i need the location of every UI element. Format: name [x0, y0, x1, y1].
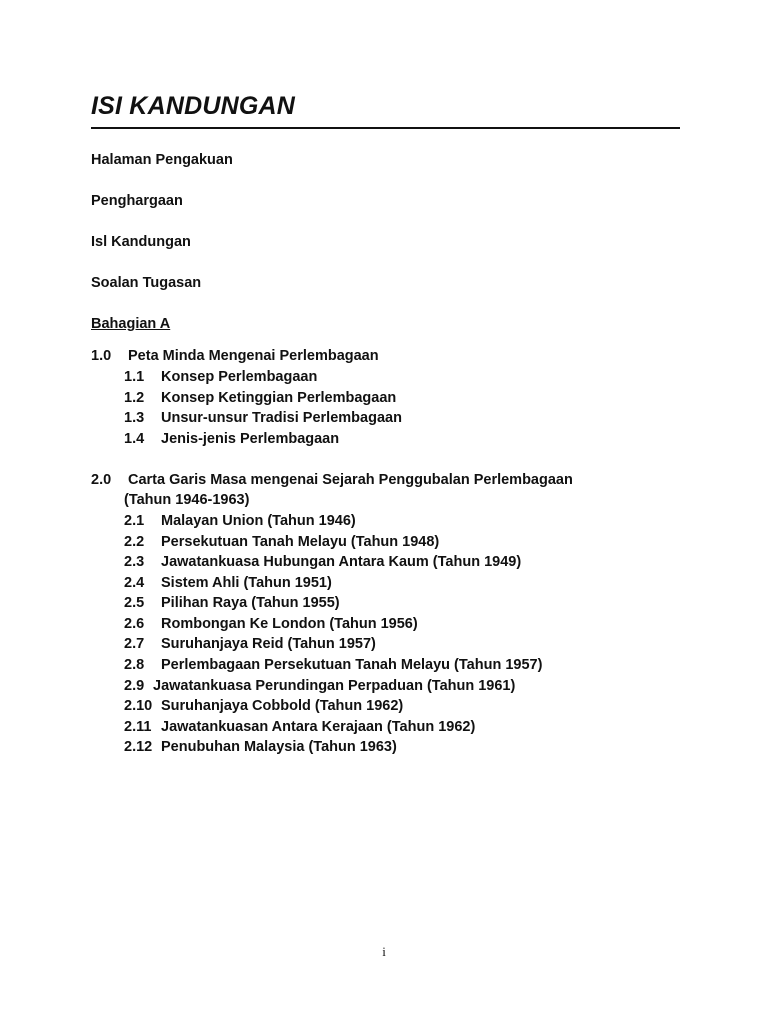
item-title: Rombongan Ke London (Tahun 1956)	[161, 616, 418, 632]
front-matter-item: Isl Kandungan	[91, 234, 191, 250]
item-title: Jawatankuasan Antara Kerajaan (Tahun 1962)	[161, 719, 476, 735]
item-number: 2.3	[124, 554, 145, 570]
item-title: Jawatankuasa Perundingan Perpaduan (Tahun 1961)	[153, 678, 516, 694]
item-title: Suruhanjaya Reid (Tahun 1957)	[161, 636, 376, 652]
front-matter-item: Soalan Tugasan	[91, 275, 202, 291]
toc-item	[124, 573, 332, 593]
item-number: 2.12	[124, 739, 153, 755]
item-number: 2.2	[124, 534, 145, 550]
section-title-continued: (Tahun 1946-1963)	[124, 492, 250, 508]
item-number: 2.7	[124, 636, 145, 652]
toc-item	[124, 696, 403, 716]
item-number: 1.1	[124, 369, 145, 385]
toc-item	[124, 388, 396, 408]
toc-item	[124, 552, 521, 572]
item-title: Malayan Union (Tahun 1946)	[161, 513, 356, 529]
item-title: Sistem Ahli (Tahun 1951)	[161, 575, 332, 591]
toc-item	[124, 593, 340, 613]
toc-item	[124, 737, 397, 757]
toc-item	[124, 634, 376, 654]
item-title: Konsep Perlembagaan	[161, 369, 318, 385]
toc-item	[124, 655, 542, 675]
item-number: 2.8	[124, 657, 145, 673]
front-matter-item: Halaman Pengakuan	[91, 152, 233, 168]
item-title: Unsur-unsur Tradisi Perlembagaan	[161, 410, 402, 426]
section-title: Carta Garis Masa mengenai Sejarah Penggubalan Perlembagaan	[128, 472, 573, 488]
item-number: 2.4	[124, 575, 145, 591]
item-title: Pilihan Raya (Tahun 1955)	[161, 595, 340, 611]
item-number: 2.9	[124, 678, 145, 694]
toc-item	[124, 511, 356, 531]
title-underline-rule	[91, 127, 680, 129]
item-number: 2.5	[124, 595, 145, 611]
toc-item	[124, 408, 402, 428]
section-number: 2.0	[91, 472, 112, 488]
item-title: Perlembagaan Persekutuan Tanah Melayu (Tahun 1957)	[161, 657, 543, 673]
section-heading	[91, 470, 573, 490]
toc-item	[124, 532, 439, 552]
item-number: 2.1	[124, 513, 145, 529]
item-title: Jawatankuasa Hubungan Antara Kaum (Tahun 1949)	[161, 554, 522, 570]
item-number: 2.6	[124, 616, 145, 632]
section-number: 1.0	[91, 348, 112, 364]
section-title: Peta Minda Mengenai Perlembagaan	[128, 348, 379, 364]
item-number: 1.4	[124, 431, 145, 447]
toc-item	[124, 614, 418, 634]
page-number: i	[382, 944, 386, 959]
front-matter-item: Penghargaan	[91, 193, 183, 209]
part-heading: Bahagian A	[91, 316, 171, 332]
item-title: Suruhanjaya Cobbold (Tahun 1962)	[161, 698, 404, 714]
item-number: 1.2	[124, 390, 145, 406]
item-title: Konsep Ketinggian Perlembagaan	[161, 390, 397, 406]
page-title: ISI KANDUNGAN	[91, 92, 295, 120]
item-title: Persekutuan Tanah Melayu (Tahun 1948)	[161, 534, 440, 550]
toc-item	[124, 676, 515, 696]
toc-item	[124, 429, 339, 449]
item-number: 2.10	[124, 698, 153, 714]
toc-item	[124, 717, 475, 737]
item-number: 2.11	[124, 719, 152, 735]
item-title: Jenis-jenis Perlembagaan	[161, 431, 340, 447]
item-number: 1.3	[124, 410, 145, 426]
section-heading	[91, 346, 379, 366]
item-title: Penubuhan Malaysia (Tahun 1963)	[161, 739, 397, 755]
toc-item	[124, 367, 317, 387]
